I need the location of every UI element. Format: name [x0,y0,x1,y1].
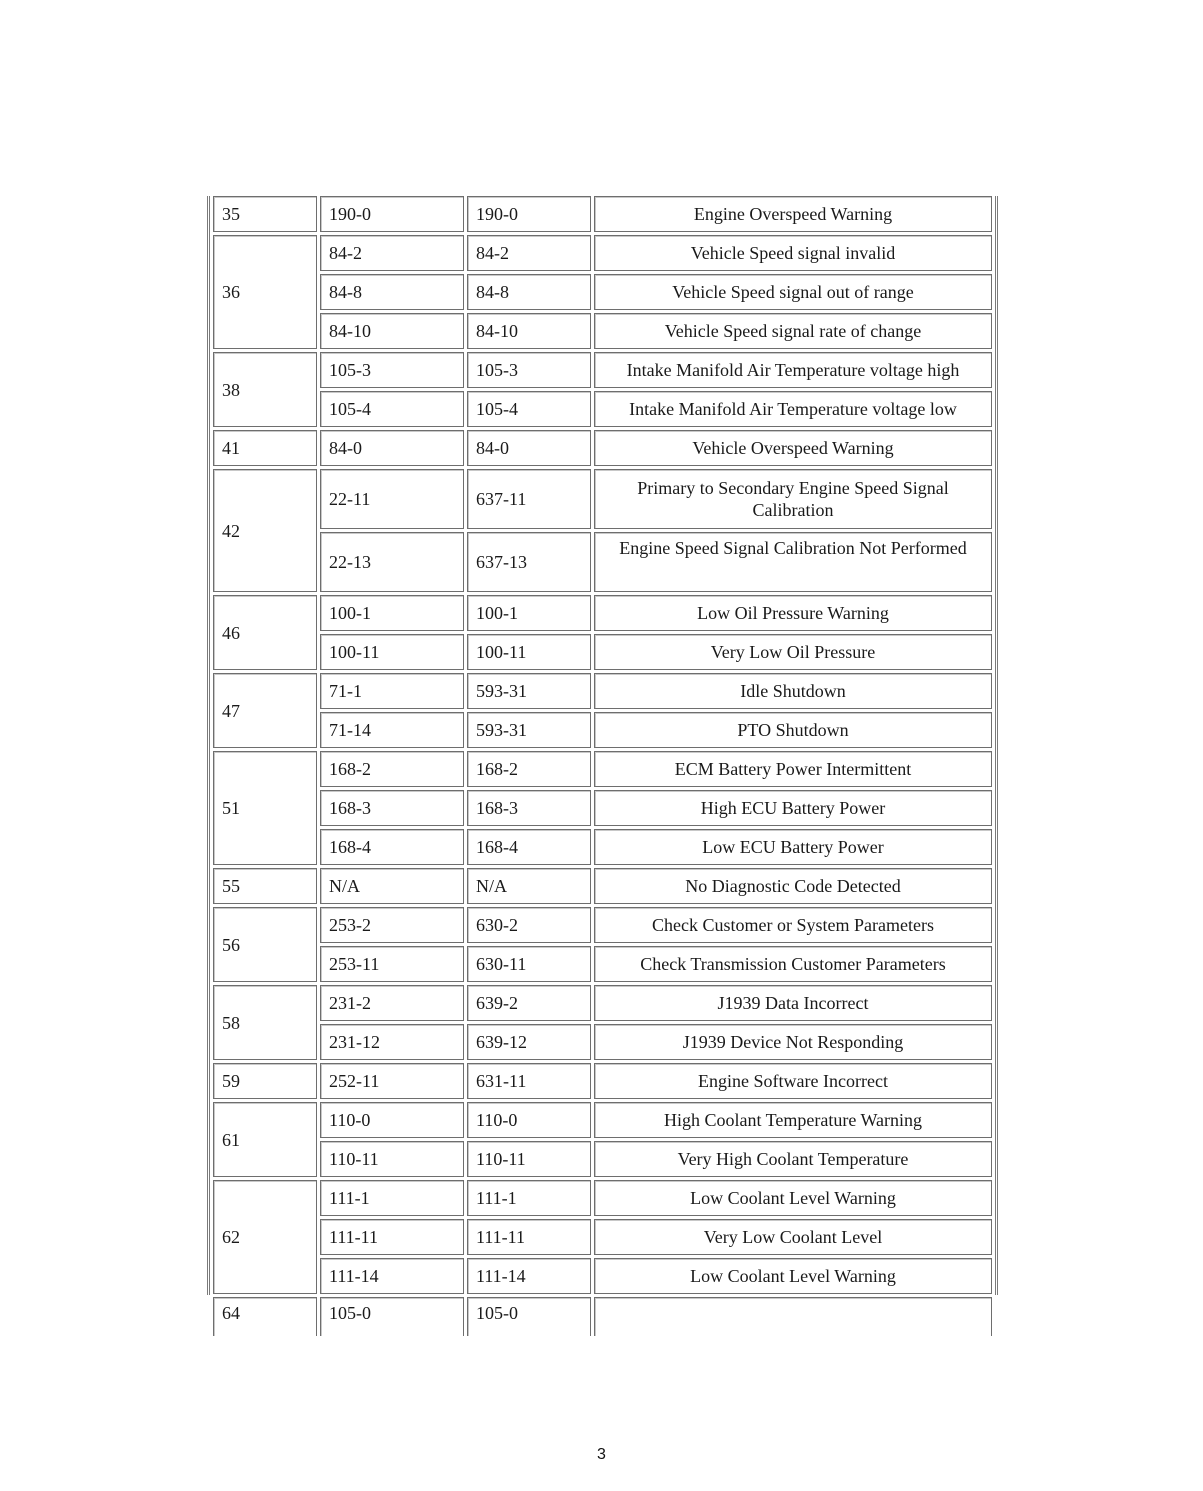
table-row [213,985,992,1021]
table-row [213,868,992,904]
flash-code-cell: 55 [213,868,317,904]
code-table-body [213,196,992,1336]
j1587-code-cell: 105-4 [320,391,464,427]
j1587-code-cell: 252-11 [320,1063,464,1099]
flash-code-cell: 47 [213,673,317,748]
table-row [213,673,992,709]
j1587-code-cell: 110-11 [320,1141,464,1177]
j1587-code-cell: 100-11 [320,634,464,670]
j1939-code-cell: N/A [467,868,591,904]
description-cell: Vehicle Speed signal out of range [594,274,992,310]
j1587-code-cell: 100-1 [320,595,464,631]
table-row [213,469,992,529]
description-cell: Intake Manifold Air Temperature voltage low [594,391,992,427]
flash-code-cell: 62 [213,1180,317,1294]
table-row [213,352,992,388]
j1587-code-cell: 84-0 [320,430,464,466]
table-row [213,595,992,631]
j1939-code-cell: 84-0 [467,430,591,466]
flash-code-cell: 46 [213,595,317,670]
j1587-code-cell: 168-4 [320,829,464,865]
j1587-code-cell: 111-14 [320,1258,464,1294]
j1939-code-cell: 111-1 [467,1180,591,1216]
table-row [213,790,992,826]
j1587-code-cell: 105-0 [320,1297,464,1336]
j1939-code-cell: 639-12 [467,1024,591,1060]
description-cell: Engine Speed Signal Calibration Not Performed [594,532,992,592]
j1587-code-cell: 105-3 [320,352,464,388]
j1587-code-cell: 110-0 [320,1102,464,1138]
j1939-code-cell: 84-8 [467,274,591,310]
j1587-code-cell: 84-8 [320,274,464,310]
j1939-code-cell: 630-2 [467,907,591,943]
table-row [213,1024,992,1060]
flash-code-cell: 41 [213,430,317,466]
j1939-code-cell: 639-2 [467,985,591,1021]
table-row [213,829,992,865]
table-row [213,634,992,670]
j1939-code-cell: 631-11 [467,1063,591,1099]
table-row [213,1141,992,1177]
description-cell: Vehicle Overspeed Warning [594,430,992,466]
flash-code-cell: 56 [213,907,317,982]
description-cell: Intake Manifold Air Temperature voltage high [594,352,992,388]
j1587-code-cell: 84-10 [320,313,464,349]
description-cell: Engine Overspeed Warning [594,196,992,232]
j1939-code-cell: 84-2 [467,235,591,271]
flash-code-cell: 51 [213,751,317,865]
flash-code-cell: 38 [213,352,317,427]
table-row [213,1180,992,1216]
j1939-code-cell: 100-11 [467,634,591,670]
j1939-code-cell: 630-11 [467,946,591,982]
table-row [213,196,992,232]
j1587-code-cell: 111-1 [320,1180,464,1216]
j1939-code-cell: 111-11 [467,1219,591,1255]
j1587-code-cell: 190-0 [320,196,464,232]
description-cell: Engine Software Incorrect [594,1063,992,1099]
description-cell: ECM Battery Power Intermittent [594,751,992,787]
description-cell: High ECU Battery Power [594,790,992,826]
table-row [213,1102,992,1138]
table-row [213,274,992,310]
table-row [213,1219,992,1255]
j1939-code-cell: 637-13 [467,532,591,592]
description-cell: Low Coolant Level Warning [594,1258,992,1294]
description-cell: Low ECU Battery Power [594,829,992,865]
description-cell: High Coolant Temperature Warning [594,1102,992,1138]
j1587-code-cell: 84-2 [320,235,464,271]
flash-code-cell: 42 [213,469,317,592]
description-cell: PTO Shutdown [594,712,992,748]
page-number: 3 [597,1446,606,1463]
description-cell: J1939 Device Not Responding [594,1024,992,1060]
flash-code-cell: 36 [213,235,317,349]
table-row [213,235,992,271]
j1939-code-cell: 110-0 [467,1102,591,1138]
j1587-code-cell: 253-11 [320,946,464,982]
flash-code-cell: 59 [213,1063,317,1099]
j1939-code-cell: 110-11 [467,1141,591,1177]
description-cell: Vehicle Speed signal invalid [594,235,992,271]
table-row [213,712,992,748]
description-cell: Check Customer or System Parameters [594,907,992,943]
j1587-code-cell: 111-11 [320,1219,464,1255]
table-row [213,1063,992,1099]
j1587-code-cell: 168-2 [320,751,464,787]
j1939-code-cell: 100-1 [467,595,591,631]
j1587-code-cell: 231-2 [320,985,464,1021]
j1587-code-cell: 253-2 [320,907,464,943]
j1939-code-cell: 84-10 [467,313,591,349]
j1939-code-cell: 168-3 [467,790,591,826]
description-cell: Very High Coolant Temperature [594,1141,992,1177]
j1939-code-cell: 168-4 [467,829,591,865]
description-cell: Very Low Coolant Level [594,1219,992,1255]
j1587-code-cell: N/A [320,868,464,904]
flash-code-cell: 64 [213,1297,317,1336]
description-cell: Idle Shutdown [594,673,992,709]
table-row [213,313,992,349]
description-cell: Low Oil Pressure Warning [594,595,992,631]
description-cell: No Diagnostic Code Detected [594,868,992,904]
j1939-code-cell: 105-0 [467,1297,591,1336]
j1939-code-cell: 111-14 [467,1258,591,1294]
j1939-code-cell: 168-2 [467,751,591,787]
j1939-code-cell: 105-3 [467,352,591,388]
j1939-code-cell: 593-31 [467,673,591,709]
table-row [213,1297,992,1336]
j1587-code-cell: 22-11 [320,469,464,529]
flash-code-cell: 58 [213,985,317,1060]
j1587-code-cell: 22-13 [320,532,464,592]
table-row [213,907,992,943]
description-cell [594,1297,992,1336]
table-row [213,946,992,982]
j1587-code-cell: 231-12 [320,1024,464,1060]
code-table [210,193,995,1339]
table-row [213,1258,992,1294]
table-row [213,430,992,466]
description-cell: Check Transmission Customer Parameters [594,946,992,982]
description-cell: Very Low Oil Pressure [594,634,992,670]
j1939-code-cell: 637-11 [467,469,591,529]
description-cell: Vehicle Speed signal rate of change [594,313,992,349]
j1587-code-cell: 168-3 [320,790,464,826]
table-row [213,751,992,787]
j1587-code-cell: 71-14 [320,712,464,748]
j1939-code-cell: 105-4 [467,391,591,427]
flash-code-cell: 61 [213,1102,317,1177]
table-row [213,391,992,427]
description-cell: Low Coolant Level Warning [594,1180,992,1216]
table-row [213,532,992,592]
flash-code-cell: 35 [213,196,317,232]
diagnostic-code-table [207,196,998,1323]
description-cell: J1939 Data Incorrect [594,985,992,1021]
description-cell: Primary to Secondary Engine Speed Signal Calibration [594,469,992,529]
j1939-code-cell: 190-0 [467,196,591,232]
j1939-code-cell: 593-31 [467,712,591,748]
j1587-code-cell: 71-1 [320,673,464,709]
